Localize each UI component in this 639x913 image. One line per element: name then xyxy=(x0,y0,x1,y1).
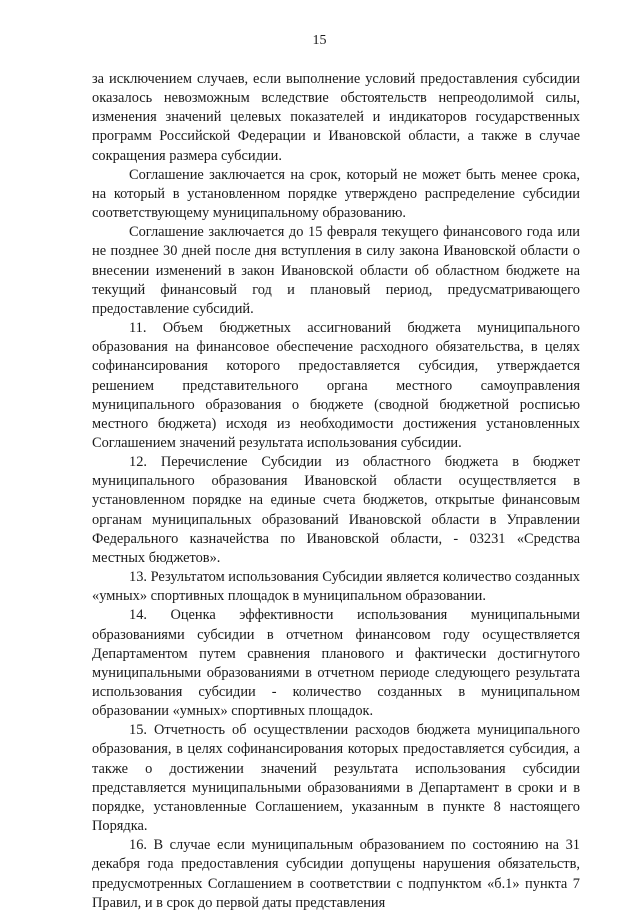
page-number: 15 xyxy=(312,33,327,48)
document-body xyxy=(92,70,580,913)
paragraph-item-15: 15. Отчетность об осуществлении расходов бюджета муниципального образования, в целях софинансирования которых предоставляется субсидия, а также о достижении значений результата использования субсидии представляется муниципальными образованиями в Департамент в сроки и в порядке, установленные Соглашением, указанным в пункте 8 настоящего Порядка. xyxy=(92,722,580,835)
paragraph-item-13: 13. Результатом использования Субсидии является количество созданных «умных» спортивных площадок в муниципальном образовании. xyxy=(92,569,580,605)
paragraph-agreement-term: Соглашение заключается на срок, который не может быть менее срока, на который в установленном порядке утверждено распределение субсидии соответствующему муниципальному образованию. xyxy=(92,166,580,222)
paragraph-item-14: 14. Оценка эффективности использования муниципальными образованиями субсидии в отчетном финансовом году осуществляется Департаментом путем сравнения планового и фактически достигнутого муниципальными образованиями в отчетном периоде следующего результата использования субсидии - количество созданных в муниципальном образовании «умных» спортивных площадок. xyxy=(92,607,580,720)
paragraph-item-11: 11. Объем бюджетных ассигнований бюджета муниципального образования на финансовое обеспечение расходного обязательства, в целях софинансирования которого предоставляется субсидия, утверждается решением представительного органа местного самоуправления муниципального образования о бюджете (сводной бюджетной росписью местного бюджета) исходя из необходимости достижения установленных Соглашением значений результата использования субсидии. xyxy=(92,320,580,451)
paragraph-continuation: за исключением случаев, если выполнение условий предоставления субсидии оказалось невозможным вследствие обстоятельств непреодолимой силы, изменения значений целевых показателей и индикаторов государственных программ Российской Федерации и Ивановской области, а также в случае сокращения размера субсидии. xyxy=(92,71,580,164)
paragraph-item-12: 12. Перечисление Субсидии из областного бюджета в бюджет муниципального образования Ивановской области осуществляется в установленном порядке на единые счета бюджетов, открытые финансовым органам муниципальных образований Ивановской области в Управлении Федерального казначейства по Ивановской области, - 03231 «Средства местных бюджетов». xyxy=(92,454,580,566)
paragraph-item-16: 16. В случае если муниципальным образованием по состоянию на 31 декабря года предоставления субсидии допущены нарушения обязательств, предусмотренных Соглашением в соответствии с подпунктом «б.1» пункта 7 Правил, и в срок до первой даты представления xyxy=(92,837,580,911)
paragraph-agreement-deadline: Соглашение заключается до 15 февраля текущего финансового года или не позднее 30 дней после дня вступления в силу закона Ивановской области о внесении изменений в закон Ивановской области об областном бюджете на текущий финансовый год и плановый период, предусматривающего предоставление субсидий. xyxy=(92,224,580,317)
